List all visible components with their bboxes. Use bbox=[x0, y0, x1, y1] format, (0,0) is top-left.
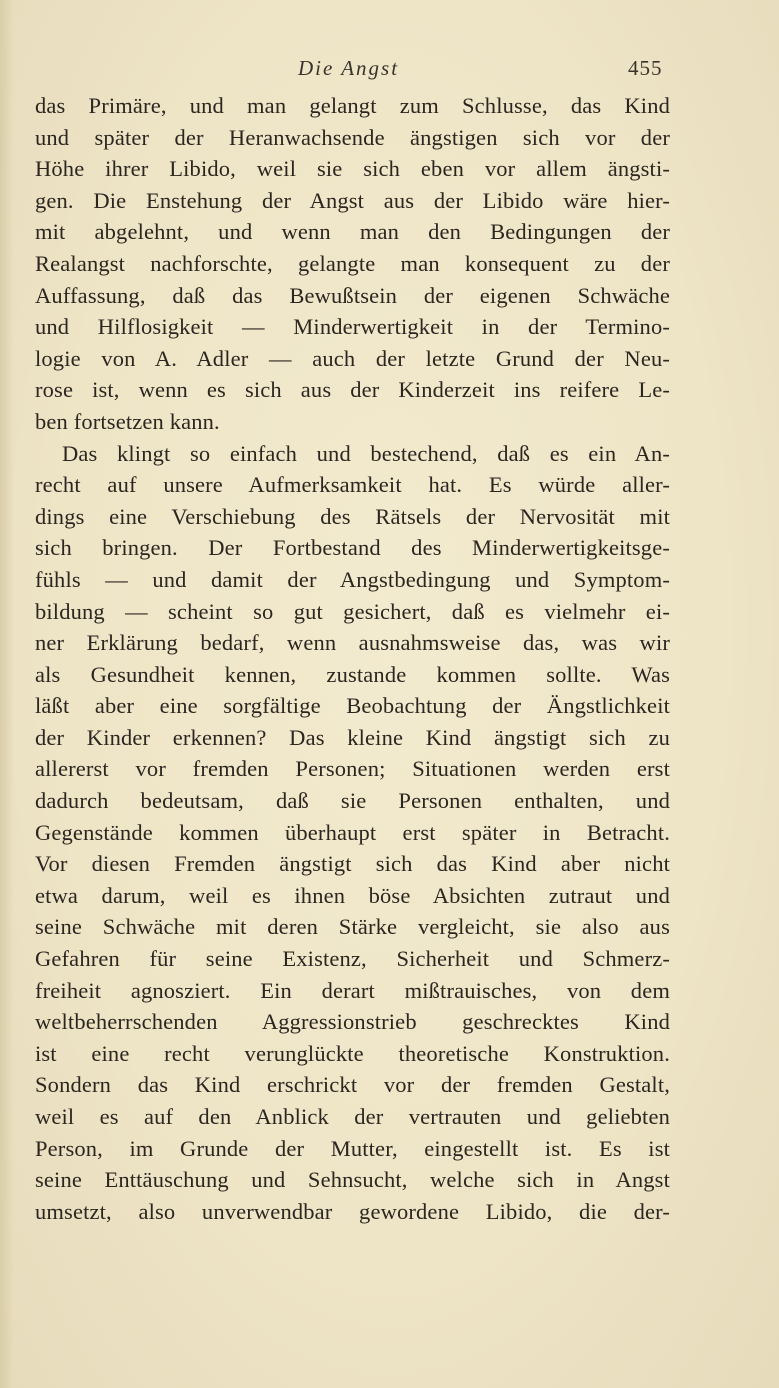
text-line: und später der Heranwachsende ängstigen sich vor der bbox=[35, 124, 670, 150]
text-line: das Primäre, und man gelangt zum Schlusse, das Kind bbox=[35, 93, 670, 118]
text-line: Vor diesen Fremden ängstigt sich das Kind aber nicht bbox=[35, 851, 670, 877]
text-line: sich bringen. Der Fortbestand des Minderwertigkeitsge- bbox=[35, 535, 670, 561]
text-line: Realangst nachforschte, gelangte man konsequent zu der bbox=[35, 250, 670, 276]
text-line: freiheit agnosziert. Ein derart mißtrauisches, von dem bbox=[35, 977, 670, 1003]
text-line: allererst vor fremden Personen; Situationen werden erst bbox=[35, 756, 670, 782]
text-line: Person, im Grunde der Mutter, eingestellt ist. Es ist bbox=[35, 1135, 670, 1161]
gutter-shadow bbox=[0, 0, 14, 1388]
text-line: ben fortsetzen kann. bbox=[35, 408, 220, 434]
text-line: seine Schwäche mit deren Stärke vergleicht, sie also aus bbox=[35, 914, 670, 940]
paragraph-2 bbox=[35, 438, 670, 1228]
running-title: Die Angst bbox=[298, 56, 400, 80]
text-line: Sondern das Kind erschrickt vor der fremden Gestalt, bbox=[35, 1072, 670, 1098]
text-line: bildung — scheint so gut gesichert, daß es vielmehr ei- bbox=[35, 598, 670, 624]
text-line: mit abgelehnt, und wenn man den Bedingungen der bbox=[35, 219, 670, 245]
text-line: seine Enttäuschung und Sehnsucht, welche sich in Angst bbox=[35, 1167, 670, 1193]
text-line: dings eine Verschiebung des Rätsels der Nervosität mit bbox=[35, 503, 670, 529]
text-line: und Hilflosigkeit — Minderwertigkeit in der Termino- bbox=[35, 314, 670, 340]
text-line: dadurch bedeutsam, daß sie Personen enthalten, und bbox=[35, 788, 670, 814]
text-line: rose ist, wenn es sich aus der Kinderzeit ins reifere Le- bbox=[35, 377, 670, 403]
text-line: umsetzt, also unverwendbar gewordene Libido, die der- bbox=[35, 1198, 670, 1224]
text-line: der Kinder erkennen? Das kleine Kind ängstigt sich zu bbox=[35, 724, 670, 750]
text-line: etwa darum, weil es ihnen böse Absichten zutraut und bbox=[35, 882, 670, 908]
text-line: läßt aber eine sorgfältige Beobachtung der Ängstlichkeit bbox=[35, 693, 670, 719]
text-line: fühls — und damit der Angstbedingung und Symptom- bbox=[35, 566, 670, 592]
body-text bbox=[35, 90, 670, 1227]
text-line: ist eine recht verunglückte theoretische Konstruktion. bbox=[35, 1040, 670, 1066]
text-line: Höhe ihrer Libido, weil sie sich eben vor allem ängsti- bbox=[35, 156, 670, 182]
text-line: logie von A. Adler — auch der letzte Grund der Neu- bbox=[35, 345, 670, 371]
text-line: gen. Die Enstehung der Angst aus der Libido wäre hier- bbox=[35, 187, 670, 213]
text-line: Auffassung, daß das Bewußtsein der eigenen Schwäche bbox=[35, 282, 670, 308]
text-line: ner Erklärung bedarf, wenn ausnahmsweise das, was wir bbox=[35, 630, 670, 656]
text-line: recht auf unsere Aufmerksamkeit hat. Es würde aller- bbox=[35, 472, 670, 498]
text-line: Gegenstände kommen überhaupt erst später in Betracht. bbox=[35, 819, 670, 845]
text-line: als Gesundheit kennen, zustande kommen sollte. Was bbox=[35, 661, 670, 687]
text-line: Gefahren für seine Existenz, Sicherheit und Schmerz- bbox=[35, 946, 670, 972]
page-number: 455 bbox=[628, 56, 663, 80]
paragraph-1 bbox=[35, 90, 670, 438]
text-line: Das klingt so einfach und bestechend, daß es ein An- bbox=[62, 440, 670, 466]
running-head bbox=[0, 56, 779, 86]
text-line: weil es auf den Anblick der vertrauten und geliebten bbox=[35, 1104, 670, 1129]
text-line: weltbeherrschenden Aggressionstrieb geschrecktes Kind bbox=[35, 1009, 670, 1035]
